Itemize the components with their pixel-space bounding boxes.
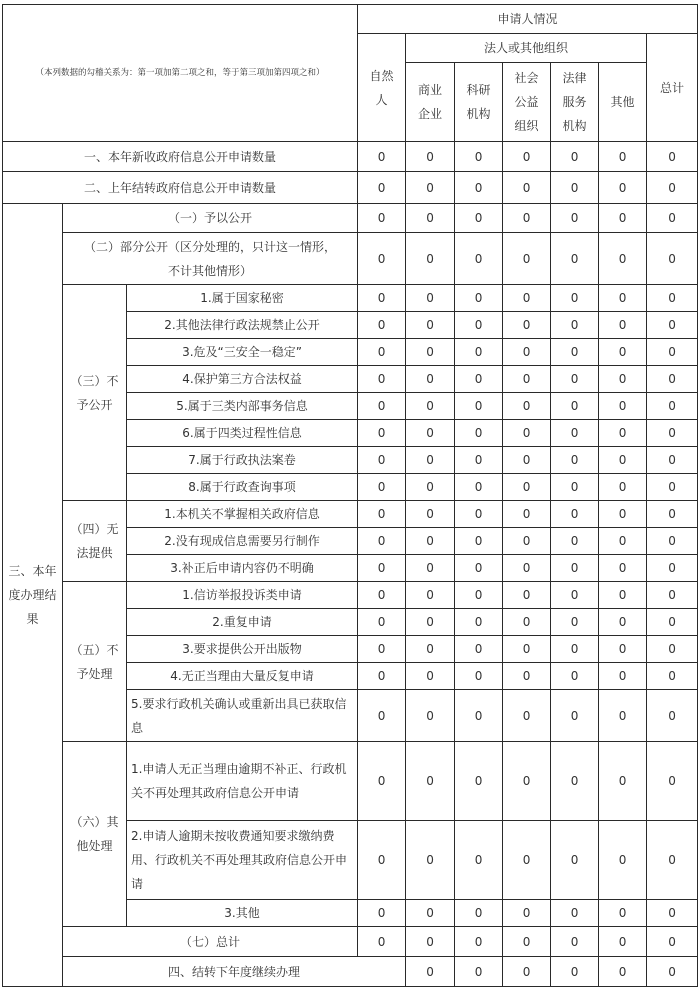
cell-value: 0 — [503, 957, 551, 987]
not-handled-label: （五）不予处理 — [70, 642, 119, 681]
cell-value: 0 — [647, 142, 698, 172]
table-row — [3, 233, 698, 285]
cell-value: 0 — [455, 172, 503, 204]
cell-value: 0 — [455, 555, 503, 582]
cell-value: 0 — [455, 312, 503, 339]
cell-value: 0 — [647, 172, 698, 204]
cell-value: 0 — [503, 233, 551, 285]
row-label: 二、上年结转政府信息公开申请数量 — [3, 172, 358, 204]
cell-value: 0 — [503, 690, 551, 742]
row-label: 4.无正当理由大量反复申请 — [127, 663, 358, 690]
cell-value: 0 — [647, 339, 698, 366]
row-label: 1.申请人无正当理由逾期不补正、行政机关不再处理其政府信息公开申请 — [127, 742, 358, 821]
legal-services-label: 法律服务机构 — [562, 71, 587, 133]
row-label: （一）予以公开 — [63, 204, 358, 233]
cell-value: 0 — [503, 204, 551, 233]
cell-value: 0 — [647, 690, 698, 742]
cell-value: 0 — [551, 742, 599, 821]
cell-value: 0 — [647, 366, 698, 393]
cell-value: 0 — [551, 339, 599, 366]
cell-value: 0 — [647, 312, 698, 339]
cell-value: 0 — [647, 582, 698, 609]
cell-value: 0 — [406, 900, 455, 927]
social-welfare-header — [503, 63, 551, 142]
cell-value: 0 — [358, 582, 406, 609]
cell-value: 0 — [455, 636, 503, 663]
cell-value: 0 — [647, 447, 698, 474]
row-label: 3.要求提供公开出版物 — [127, 636, 358, 663]
social-welfare-label: 社会公益组织 — [514, 71, 539, 133]
cell-value: 0 — [599, 233, 647, 285]
cell-value: 0 — [455, 821, 503, 900]
row-label: 5.属于三类内部事务信息 — [127, 393, 358, 420]
cell-value: 0 — [455, 690, 503, 742]
section3-label: 三、本年度办理结果 — [8, 564, 57, 626]
cell-value: 0 — [551, 690, 599, 742]
cell-value: 0 — [406, 663, 455, 690]
cell-value: 0 — [599, 609, 647, 636]
row-label-text: （二）部分公开（区分处理的，只计这一情形，不计其他情形） — [83, 239, 336, 278]
cell-value: 0 — [599, 474, 647, 501]
cell-value: 0 — [358, 636, 406, 663]
cell-value: 0 — [503, 555, 551, 582]
cell-value: 0 — [358, 285, 406, 312]
cell-value: 0 — [406, 339, 455, 366]
row-label: 2.没有现成信息需要另行制作 — [127, 528, 358, 555]
cell-value: 0 — [455, 339, 503, 366]
cell-value: 0 — [358, 555, 406, 582]
research-header — [455, 63, 503, 142]
cell-value: 0 — [358, 172, 406, 204]
legal-persons-header: 法人或其他组织 — [406, 34, 647, 63]
cell-value: 0 — [551, 528, 599, 555]
cell-value: 0 — [406, 501, 455, 528]
table-row — [3, 582, 698, 609]
cell-value: 0 — [647, 528, 698, 555]
cell-value: 0 — [503, 663, 551, 690]
cell-value: 0 — [599, 172, 647, 204]
cell-value: 0 — [551, 142, 599, 172]
cell-value: 0 — [503, 528, 551, 555]
cell-value: 0 — [455, 285, 503, 312]
cell-value: 0 — [358, 393, 406, 420]
cell-value: 0 — [455, 366, 503, 393]
cell-value: 0 — [358, 420, 406, 447]
unable-label: （四）无法提供 — [70, 522, 119, 560]
cell-value: 0 — [551, 927, 599, 957]
legal-services-header — [551, 63, 599, 142]
table-row — [3, 501, 698, 528]
cell-value: 0 — [503, 900, 551, 927]
cell-value: 0 — [599, 957, 647, 987]
commercial-label: 商业企业 — [418, 83, 443, 121]
cell-value: 0 — [406, 204, 455, 233]
cell-value: 0 — [358, 366, 406, 393]
table-row — [3, 742, 698, 821]
cell-value: 0 — [551, 636, 599, 663]
cell-value: 0 — [406, 690, 455, 742]
cell-value: 0 — [358, 900, 406, 927]
cell-value: 0 — [358, 742, 406, 821]
cell-value: 0 — [503, 501, 551, 528]
cell-value: 0 — [599, 447, 647, 474]
cell-value: 0 — [358, 821, 406, 900]
cell-value: 0 — [455, 474, 503, 501]
cell-value: 0 — [551, 172, 599, 204]
research-label: 科研机构 — [466, 83, 491, 121]
cell-value: 0 — [455, 663, 503, 690]
cell-value: 0 — [455, 142, 503, 172]
not-open-label: （三）不予公开 — [70, 373, 119, 412]
section3-group — [3, 204, 63, 987]
cell-value: 0 — [503, 609, 551, 636]
row-label: 2.重复申请 — [127, 609, 358, 636]
cell-value: 0 — [599, 501, 647, 528]
cell-value: 0 — [503, 393, 551, 420]
cell-value: 0 — [551, 821, 599, 900]
natural-person-label: 自然人 — [369, 68, 394, 107]
cell-value: 0 — [599, 582, 647, 609]
not-handled-group — [63, 582, 127, 742]
row-label: 3.危及“三安全一稳定” — [127, 339, 358, 366]
cell-value: 0 — [599, 690, 647, 742]
cell-value: 0 — [647, 742, 698, 821]
table-row — [3, 142, 698, 172]
cell-value: 0 — [647, 663, 698, 690]
cell-value: 0 — [406, 233, 455, 285]
row-label: 四、结转下年度继续办理 — [63, 957, 406, 987]
cell-value: 0 — [647, 636, 698, 663]
other-handling-label: （六）其他处理 — [70, 815, 119, 853]
cell-value: 0 — [551, 957, 599, 987]
row-label: 1.本机关不掌握相关政府信息 — [127, 501, 358, 528]
row-label: 3.其他 — [127, 900, 358, 927]
cell-value: 0 — [503, 339, 551, 366]
cell-value: 0 — [406, 285, 455, 312]
cell-value: 0 — [406, 742, 455, 821]
cell-value: 0 — [406, 172, 455, 204]
cell-value: 0 — [406, 609, 455, 636]
cell-value: 0 — [599, 528, 647, 555]
cell-value: 0 — [599, 663, 647, 690]
cell-value: 0 — [358, 312, 406, 339]
table-row — [3, 957, 698, 987]
cell-value: 0 — [406, 927, 455, 957]
cell-value: 0 — [647, 501, 698, 528]
row-label: 6.属于四类过程性信息 — [127, 420, 358, 447]
cell-value: 0 — [503, 474, 551, 501]
cell-value: 0 — [358, 690, 406, 742]
cell-value: 0 — [599, 900, 647, 927]
row-label: 3.补正后申请内容仍不明确 — [127, 555, 358, 582]
cell-value: 0 — [551, 474, 599, 501]
cell-value: 0 — [406, 312, 455, 339]
cell-value: 0 — [503, 172, 551, 204]
row-label: 1.属于国家秘密 — [127, 285, 358, 312]
cell-value: 0 — [503, 821, 551, 900]
cell-value: 0 — [358, 528, 406, 555]
cell-value: 0 — [358, 474, 406, 501]
cell-value: 0 — [406, 447, 455, 474]
cell-value: 0 — [455, 528, 503, 555]
applicant-situation-header: 申请人情况 — [358, 5, 698, 34]
not-open-group — [63, 285, 127, 501]
cell-value: 0 — [358, 447, 406, 474]
cell-value: 0 — [455, 927, 503, 957]
cell-value: 0 — [406, 420, 455, 447]
cell-value: 0 — [503, 447, 551, 474]
cell-value: 0 — [358, 663, 406, 690]
cell-value: 0 — [599, 420, 647, 447]
cell-value: 0 — [455, 420, 503, 447]
cell-value: 0 — [647, 285, 698, 312]
cell-value: 0 — [503, 927, 551, 957]
cell-value: 0 — [406, 366, 455, 393]
cell-value: 0 — [503, 582, 551, 609]
cell-value: 0 — [358, 501, 406, 528]
cell-value: 0 — [503, 366, 551, 393]
row-label: 一、本年新收政府信息公开申请数量 — [3, 142, 358, 172]
other-handling-group — [63, 742, 127, 927]
cell-value: 0 — [503, 312, 551, 339]
cell-value: 0 — [455, 742, 503, 821]
cell-value: 0 — [551, 420, 599, 447]
cell-value: 0 — [551, 393, 599, 420]
cell-value: 0 — [551, 233, 599, 285]
row-label: 2.申请人逾期未按收费通知要求缴纳费用、行政机关不再处理其政府信息公开申请 — [127, 821, 358, 900]
cell-value: 0 — [455, 233, 503, 285]
cell-value: 0 — [599, 204, 647, 233]
cell-value: 0 — [647, 204, 698, 233]
cell-value: 0 — [599, 285, 647, 312]
cell-value: 0 — [647, 900, 698, 927]
unable-group — [63, 501, 127, 582]
cell-value: 0 — [599, 742, 647, 821]
row-label: 4.保护第三方合法权益 — [127, 366, 358, 393]
cell-value: 0 — [599, 821, 647, 900]
cell-value: 0 — [358, 233, 406, 285]
cell-value: 0 — [358, 339, 406, 366]
cell-value: 0 — [599, 927, 647, 957]
cell-value: 0 — [358, 609, 406, 636]
cell-value: 0 — [599, 339, 647, 366]
cell-value: 0 — [647, 474, 698, 501]
cell-value: 0 — [551, 663, 599, 690]
other-header: 其他 — [599, 63, 647, 142]
table-row — [3, 285, 698, 312]
cell-value: 0 — [406, 821, 455, 900]
cell-value: 0 — [647, 957, 698, 987]
cell-value: 0 — [406, 957, 455, 987]
commercial-header — [406, 63, 455, 142]
cell-value: 0 — [455, 957, 503, 987]
cell-value: 0 — [551, 447, 599, 474]
cell-value: 0 — [503, 636, 551, 663]
natural-person-header — [358, 34, 406, 142]
cell-value: 0 — [503, 742, 551, 821]
cell-value: 0 — [647, 393, 698, 420]
cell-value: 0 — [503, 285, 551, 312]
table-row — [3, 172, 698, 204]
table-row — [3, 204, 698, 233]
cell-value: 0 — [599, 366, 647, 393]
cell-value: 0 — [455, 900, 503, 927]
total-header: 总计 — [647, 34, 698, 142]
cell-value: 0 — [358, 142, 406, 172]
cell-value: 0 — [503, 142, 551, 172]
cell-value: 0 — [358, 204, 406, 233]
cell-value: 0 — [647, 821, 698, 900]
cell-value: 0 — [406, 636, 455, 663]
cell-value: 0 — [647, 609, 698, 636]
cell-value: 0 — [599, 555, 647, 582]
row-label — [63, 233, 358, 285]
cell-value: 0 — [406, 555, 455, 582]
cell-value: 0 — [599, 142, 647, 172]
cell-value: 0 — [455, 204, 503, 233]
row-label: 2.其他法律行政法规禁止公开 — [127, 312, 358, 339]
checksum-note: （本列数据的勾稽关系为：第一项加第二项之和，等于第三项加第四项之和） — [3, 5, 358, 142]
row-label: 1.信访举报投诉类申请 — [127, 582, 358, 609]
row-label: （七）总计 — [63, 927, 358, 957]
cell-value: 0 — [406, 393, 455, 420]
cell-value: 0 — [406, 474, 455, 501]
cell-value: 0 — [599, 636, 647, 663]
cell-value: 0 — [358, 927, 406, 957]
cell-value: 0 — [551, 609, 599, 636]
cell-value: 0 — [455, 582, 503, 609]
header-row-1 — [3, 5, 698, 34]
cell-value: 0 — [551, 204, 599, 233]
cell-value: 0 — [551, 555, 599, 582]
cell-value: 0 — [647, 420, 698, 447]
table-row — [3, 927, 698, 957]
cell-value: 0 — [647, 233, 698, 285]
cell-value: 0 — [599, 393, 647, 420]
cell-value: 0 — [503, 420, 551, 447]
cell-value: 0 — [599, 312, 647, 339]
row-label: 7.属于行政执法案卷 — [127, 447, 358, 474]
cell-value: 0 — [551, 501, 599, 528]
cell-value: 0 — [647, 555, 698, 582]
cell-value: 0 — [551, 900, 599, 927]
row-label: 8.属于行政查询事项 — [127, 474, 358, 501]
row-label: 5.要求行政机关确认或重新出具已获取信息 — [127, 690, 358, 742]
cell-value: 0 — [551, 285, 599, 312]
cell-value: 0 — [406, 582, 455, 609]
cell-value: 0 — [551, 582, 599, 609]
cell-value: 0 — [647, 927, 698, 957]
government-info-disclosure-table — [2, 4, 698, 987]
cell-value: 0 — [455, 609, 503, 636]
cell-value: 0 — [455, 447, 503, 474]
cell-value: 0 — [406, 528, 455, 555]
cell-value: 0 — [455, 393, 503, 420]
cell-value: 0 — [551, 312, 599, 339]
cell-value: 0 — [551, 366, 599, 393]
cell-value: 0 — [406, 142, 455, 172]
cell-value: 0 — [455, 501, 503, 528]
